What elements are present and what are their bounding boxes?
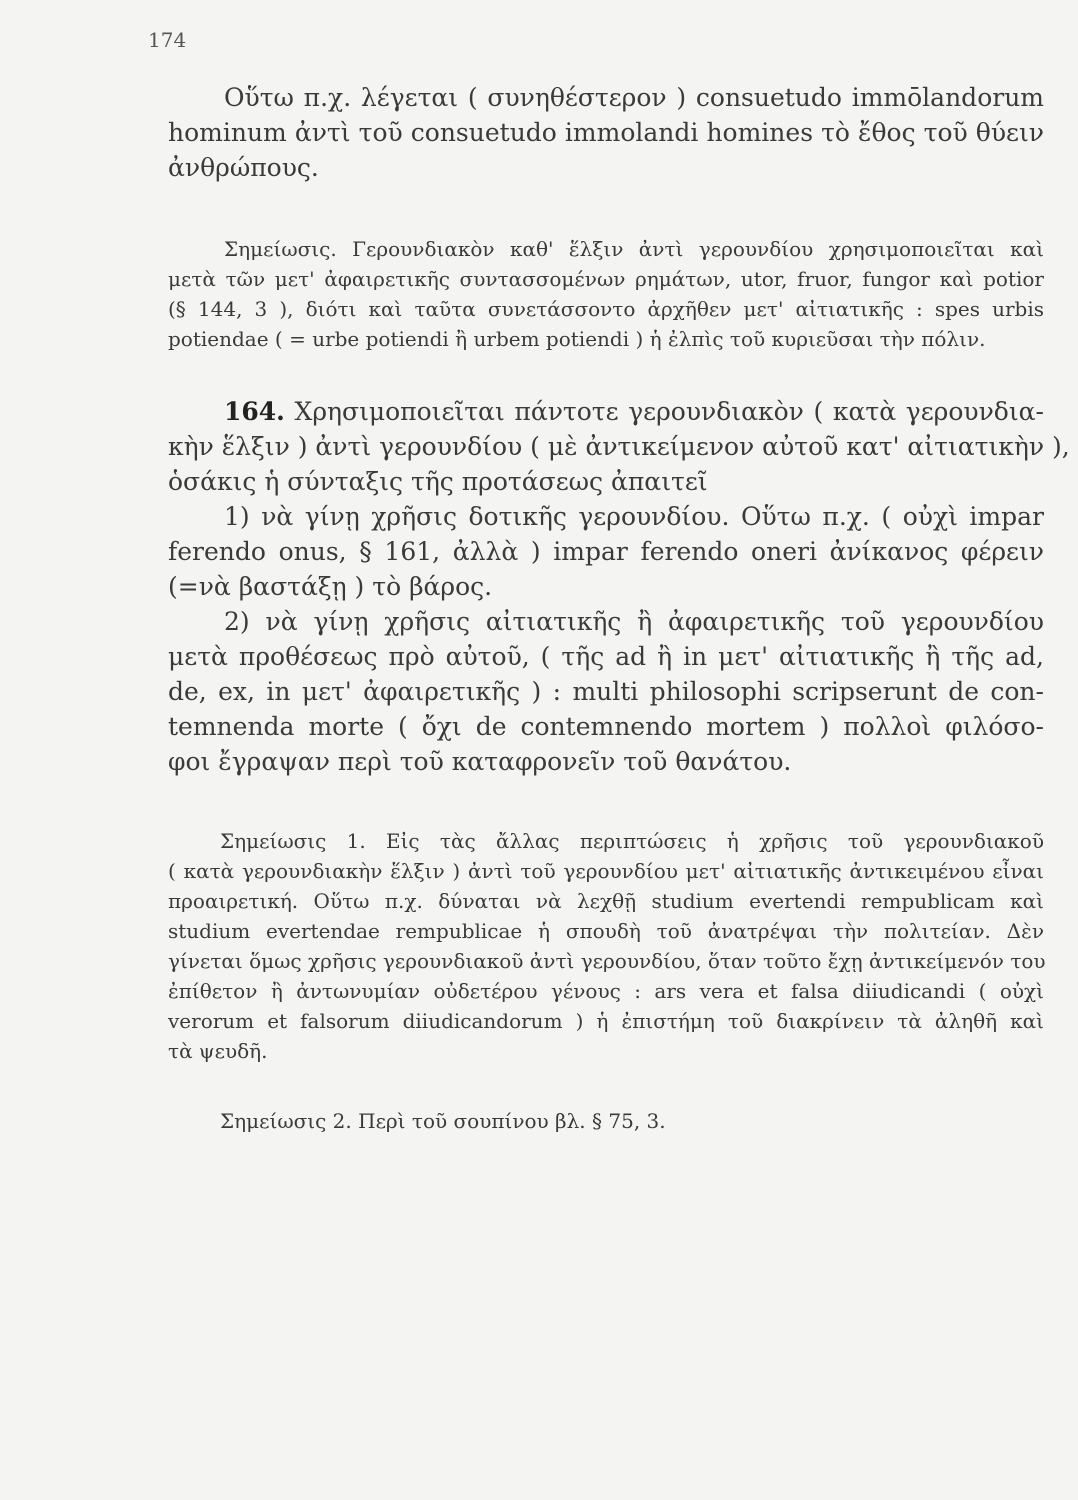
text-line: μετὰ προθέσεως πρὸ αὐτοῦ, ( τῆς ad ἢ in μετ' αἰτιατικῆς ἢ τῆς ad, [168, 642, 1044, 671]
note-paragraph [168, 234, 1044, 354]
page-number: 174 [148, 28, 187, 52]
note-paragraph [168, 1106, 1044, 1136]
text-line: ἐπίθετον ἢ ἀντωνυμίαν οὐδετέρου γένους : ars vera et falsa diiudicandi ( οὐχὶ [168, 979, 1044, 1003]
text-line: προαιρετική. Οὕτω π.χ. δύναται νὰ λεχθῇ studium evertendi rempublicam καὶ [168, 889, 1044, 913]
text-line: Σημείωσις 2. Περὶ τοῦ σουπίνου βλ. § 75, 3. [220, 1109, 666, 1133]
text-line: verorum et falsorum diiudicandorum ) ἡ ἐπιστήμη τοῦ διακρίνειν τὰ ἀληθῆ καὶ [168, 1009, 1044, 1033]
section-heading-line [168, 394, 1044, 429]
text-line: Χρησιμοποιεῖται πάντοτε γερουνδιακὸν ( κατὰ γερουνδια- [294, 397, 1044, 426]
text-line: κὴν ἕλξιν ) ἀντὶ γερουνδίου ( μὲ ἀντικείμενον αὐτοῦ κατ' αἰτιατικὴν ), [168, 432, 1070, 461]
text-line: γίνεται ὅμως χρῆσις γερουνδιακοῦ ἀντὶ γερουνδίου, ὅταν τοῦτο ἔχῃ ἀντικείμενόν του [168, 949, 1046, 973]
text-line: Οὕτω π.χ. λέγεται ( συνηθέστερον ) consuetudo immōlandorum [224, 83, 1044, 112]
text-line: potiendae ( = urbe potiendi ἢ urbem potiendi ) ἡ ἐλπὶς τοῦ κυριεῦσαι τὴν πόλιν. [168, 327, 986, 351]
text-line: studium evertendae rempublicae ἡ σπουδὴ τοῦ ἀνατρέψαι τὴν πολιτείαν. Δὲν [168, 919, 1044, 943]
text-line: Σημείωσις. Γερουνδιακὸν καθ' ἕλξιν ἀντὶ γερουνδίου χρησιμοποιεῖται καὶ [224, 237, 1044, 261]
text-line: (=νὰ βαστάξῃ ) τὸ βάρος. [168, 572, 493, 601]
section-number: 164. [224, 397, 285, 426]
text-line: Σημείωσις 1. Εἰς τὰς ἄλλας περιπτώσεις ἡ χρῆσις τοῦ γερουνδιακοῦ [220, 829, 1044, 853]
text-line: τὰ ψευδῆ. [168, 1039, 268, 1063]
text-line: (§ 144, 3 ), διότι καὶ ταῦτα συνετάσσοντο ἀρχῆθεν μετ' αἰτιατικῆς : spes urbis [168, 297, 1044, 321]
section-164 [168, 394, 1070, 779]
text-line: temnenda morte ( ὄχι de contemnendo mortem ) πολλοὶ φιλόσο- [168, 712, 1044, 741]
text-line: μετὰ τῶν μετ' ἀφαιρετικῆς συντασσομένων ρημάτων, utor, fruor, fungor καὶ potior [168, 267, 1044, 291]
text-line: φοι ἔγραψαν περὶ τοῦ καταφρονεῖν τοῦ θανάτου. [168, 747, 792, 776]
text-line: 1) νὰ γίνῃ χρῆσις δοτικῆς γερουνδίου. Οὕτω π.χ. ( οὐχὶ impar [224, 502, 1044, 531]
text-line: ὁσάκις ἡ σύνταξις τῆς προτάσεως ἀπαιτεῖ [168, 467, 708, 496]
text-line: ferendo onus, § 161, ἀλλὰ ) impar ferendo oneri ἀνίκανος φέρειν [168, 537, 1044, 566]
text-line: ( κατὰ γερουνδιακὴν ἕλξιν ) ἀντὶ τοῦ γερουνδίου μετ' αἰτιατικῆς ἀντικειμένου εἶναι [168, 859, 1044, 883]
text-line: hominum ἀντὶ τοῦ consuetudo immolandi homines τὸ ἔθος τοῦ θύειν [168, 118, 1044, 147]
text-line: 2) νὰ γίνῃ χρῆσις αἰτιατικῆς ἢ ἀφαιρετικῆς τοῦ γερουνδίου [224, 607, 1044, 636]
text-line: ἀνθρώπους. [168, 153, 319, 182]
note-paragraph [168, 826, 1044, 1066]
intro-paragraph [168, 80, 1044, 185]
text-line: de, ex, in μετ' ἀφαιρετικῆς ) : multi philosophi scripserunt de con- [168, 677, 1044, 706]
